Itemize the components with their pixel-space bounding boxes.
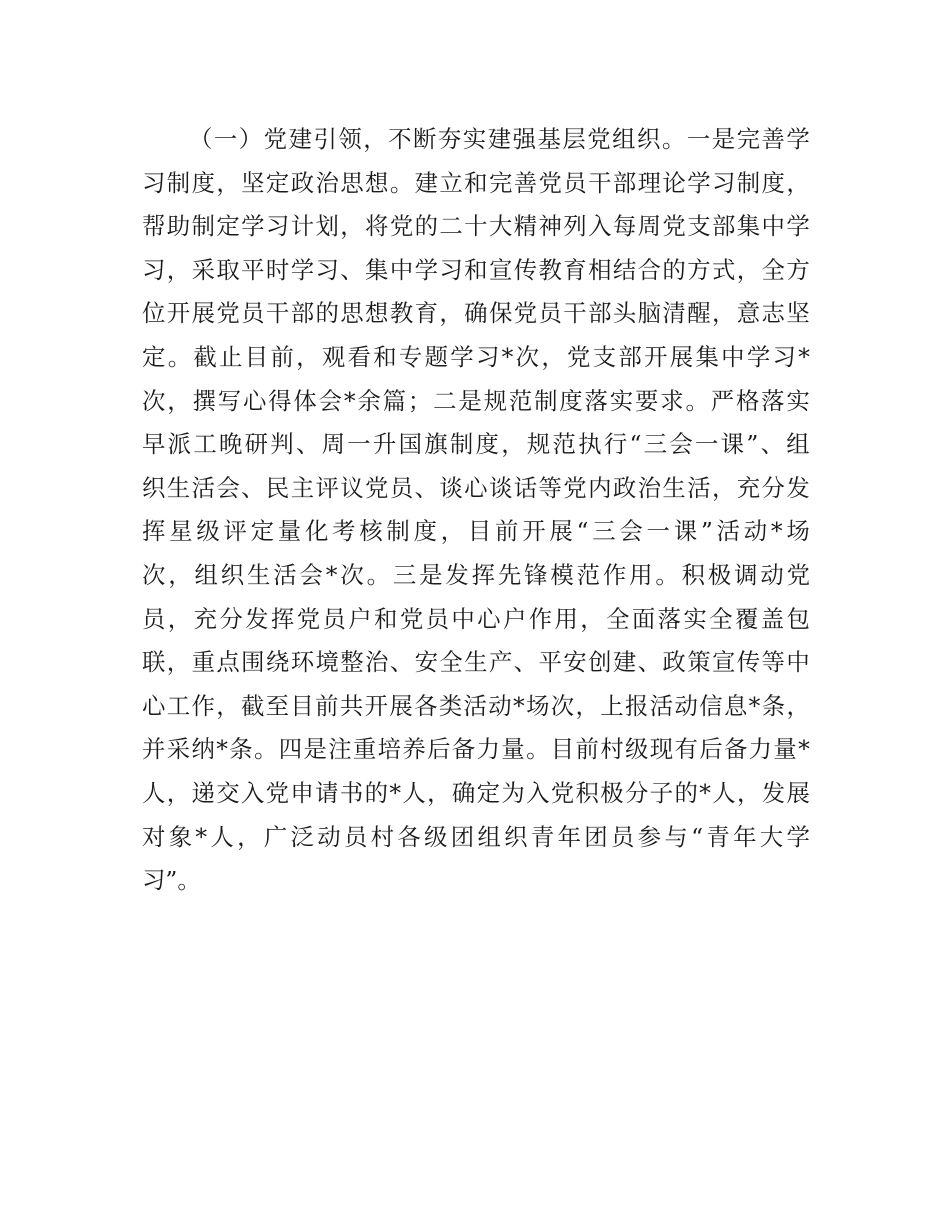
paragraph-line: 联 ， 重 点 围 绕 环 境 整 治 、 安 全 生 产 、 平 安 创 建 、 政 策 宣 传 等 中 [142,648,810,677]
paragraph-line: 织 生 活 会 、 民 主 评 议 党 员 、 谈 心 谈 话 等 党 内 政 治 生 活 ， 充 分 发 [142,473,810,502]
paragraph-line: 对 象 * 人 ， 广 泛 动 员 村 各 级 团 组 织 青 年 团 员 参 与 “ 青 年 大 学 [142,822,810,851]
paragraph-line: 习 ， 采 取 平 时 学 习 、 集 中 学 习 和 宣 传 教 育 相 结 合 的 方 式 ， 全 方 [142,255,810,284]
paragraph-line: 心 工 作 ， 截 至 目 前 共 开 展 各 类 活 动 * 场 次 ， 上 报 活 动 信 息 * 条 ， [142,691,810,720]
paragraph-line: 挥 星 级 评 定 量 化 考 核 制 度 ， 目 前 开 展 “ 三 会 一 课 ” 活 动 * 场 [142,517,810,546]
paragraph-line: 并 采 纳 * 条 。 四 是 注 重 培 养 后 备 力 量 。 目 前 村 级 现 有 后 备 力 量 * [142,735,810,764]
body-paragraph [142,118,810,903]
paragraph-line: 早 派 工 晚 研 判 、 周 一 升 国 旗 制 度 ， 规 范 执 行 “ 三 会 一 课 ” 、 组 [142,430,810,459]
paragraph-line: 习 制 度 ， 坚 定 政 治 思 想 。 建 立 和 完 善 党 员 干 部 理 论 学 习 制 度 ， [142,168,810,197]
paragraph-line: 习 ” 。 [142,866,201,895]
paragraph-line: 人 ， 递 交 入 党 申 请 书 的 * 人 ， 确 定 为 入 党 积 极 分 子 的 * 人 ， 发 展 [142,778,810,807]
paragraph-line: 定 。 截 止 目 前 ， 观 看 和 专 题 学 习 * 次 ， 党 支 部 开 展 集 中 学 习 * [142,342,810,371]
paragraph-line: （ 一 ） 党 建 引 领 ， 不 断 夯 实 建 强 基 层 党 组 织 。 一 是 完 善 学 [189,125,810,153]
paragraph-line: 员 ， 充 分 发 挥 党 员 户 和 党 员 中 心 户 作 用 ， 全 面 落 实 全 覆 盖 包 [142,604,810,633]
paragraph-line: 次 ， 撰 写 心 得 体 会 * 余 篇 ； 二 是 规 范 制 度 落 实 要 求 。 严 格 落 实 [142,386,810,415]
paragraph-line: 帮 助 制 定 学 习 计 划 ， 将 党 的 二 十 大 精 神 列 入 每 周 党 支 部 集 中 学 [142,212,810,241]
paragraph-line: 位 开 展 党 员 干 部 的 思 想 教 育 ， 确 保 党 员 干 部 头 脑 清 醒 ， 意 志 坚 [142,299,810,328]
paragraph-line: 次 ， 组 织 生 活 会 * 次 。 三 是 发 挥 先 锋 模 范 作 用 。 积 极 调 动 党 [142,560,810,589]
